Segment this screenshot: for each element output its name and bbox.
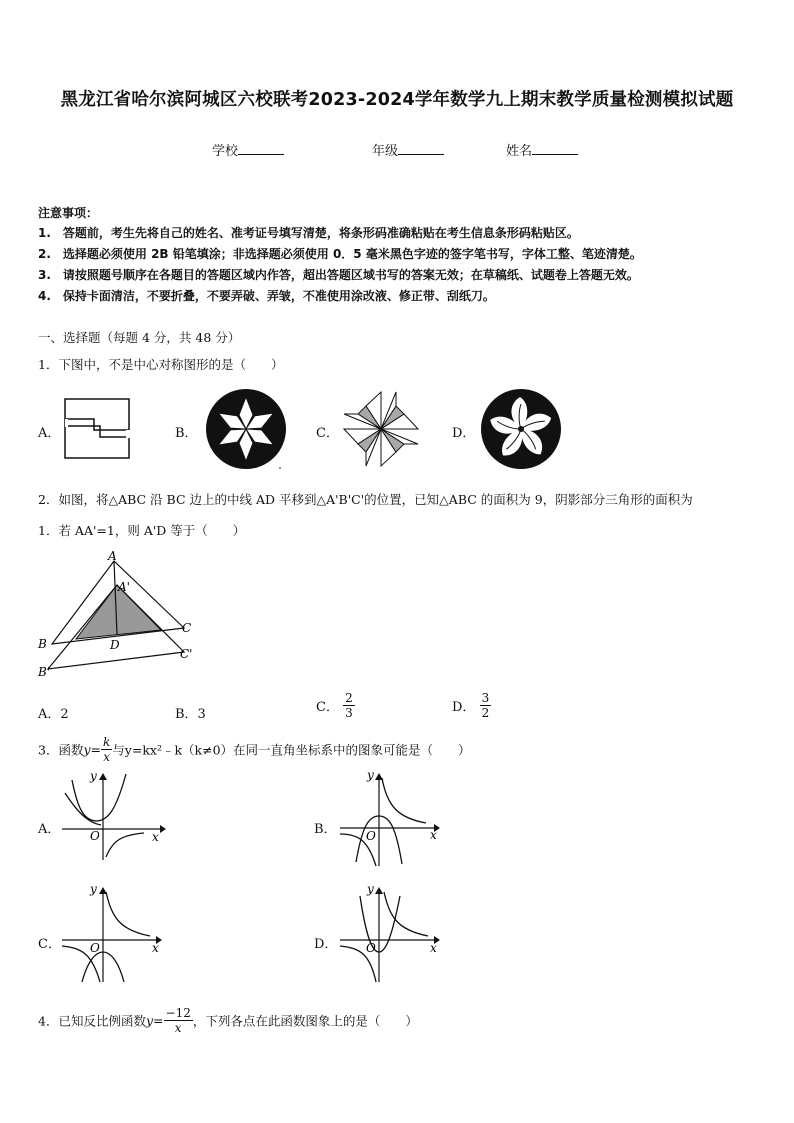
origin-label: O: [366, 829, 376, 843]
label-A: A: [108, 549, 117, 563]
fraction-numerator: 3: [481, 691, 490, 705]
fraction-numerator: k: [103, 735, 111, 749]
q2-option-c-fraction: [343, 691, 355, 720]
q3-option-c-label: C．: [38, 937, 61, 952]
q2-option-c: [316, 691, 355, 720]
q2-triangle-figure: [38, 548, 208, 680]
x-axis-label: x: [430, 941, 437, 955]
notice-item-4: 4. 保持卡面清洁，不要折叠，不要弄破、弄皱，不准使用涂改液、修正带、刮纸刀。: [38, 289, 495, 303]
q3-func1-eq: =: [90, 742, 101, 757]
q4-fraction: [164, 1006, 193, 1035]
fraction-denominator: x: [174, 1021, 182, 1035]
y-axis-label: y: [367, 882, 374, 896]
q1-figure-d: [480, 388, 562, 470]
q2-option-d-fraction: [480, 691, 492, 720]
q3-func1-fraction: [101, 735, 112, 764]
q1-option-d-label: D．: [452, 426, 476, 441]
q3-option-b-label: B．: [314, 822, 337, 837]
q2-option-d: [452, 691, 491, 720]
y-axis-label: y: [367, 768, 374, 782]
q4-suffix: ，下列各点在此函数图象上的是（ ）: [192, 1013, 418, 1029]
fraction-numerator: 2: [345, 691, 353, 705]
grade-label: 年级: [372, 144, 399, 159]
label-B-prime: B': [38, 665, 51, 679]
q3-mid: 与: [112, 742, 125, 758]
q4-y: y: [145, 1013, 154, 1028]
question-4-stem: [38, 1006, 418, 1035]
origin-label: O: [366, 941, 376, 955]
origin-label: O: [90, 941, 100, 955]
school-blank: [238, 142, 284, 155]
y-axis-label: y: [90, 769, 97, 783]
notice-item-1: 1. 答题前，考生先将自己的姓名、准考证号填写清楚，将条形码准确粘贴在考生信息条形码粘贴区。: [38, 226, 579, 240]
q1-figure-c: [342, 390, 420, 468]
name-field: [506, 140, 578, 159]
q3-prefix: 3．函数: [38, 742, 84, 758]
q3-option-d-label: D．: [314, 937, 338, 952]
q3-func2: y=kx²﹣k（k≠0）: [124, 742, 234, 758]
y-axis-label: y: [90, 882, 97, 896]
page-title: 黑龙江省哈尔滨阿城区六校联考2023-2024学年数学九上期末教学质量检测模拟试题: [60, 90, 734, 110]
grade-blank: [398, 142, 444, 155]
x-axis-label: x: [430, 828, 437, 842]
label-A-prime: A': [118, 580, 130, 594]
fraction-denominator: 2: [481, 706, 490, 720]
question-2-line-1: 2．如图，将△ABC 沿 BC 边上的中线 AD 平移到△A'B'C'的位置，已知△ABC 的面积为 9，阴影部分三角形的面积为: [38, 492, 693, 507]
q4-prefix: 4．已知反比例函数: [38, 1013, 146, 1029]
section-heading: 一、选择题（每题 4 分，共 48 分）: [38, 330, 241, 345]
origin-label: O: [90, 829, 100, 843]
q2-option-b: B．3: [175, 707, 206, 722]
q1-option-a-label: A．: [38, 426, 61, 441]
fraction-numerator: −12: [165, 1006, 191, 1020]
q3-func1-y: y: [83, 742, 91, 757]
q3-graph-b: [338, 768, 448, 870]
q2-option-c-label: C．: [316, 700, 339, 715]
label-C-prime: C': [180, 647, 193, 661]
q1-figure-b: [205, 388, 287, 470]
notice-heading: 注意事项：: [38, 206, 99, 220]
school-label: 学校: [212, 144, 239, 159]
name-blank: [532, 142, 578, 155]
q3-graph-d: [338, 882, 448, 984]
x-axis-label: x: [152, 830, 159, 844]
question-1-stem: 1．下图中，不是中心对称图形的是（ ）: [38, 357, 284, 372]
question-2-line-2: 1．若 AA'=1，则 A'D 等于（ ）: [38, 523, 246, 538]
q3-graph-a: [60, 770, 170, 862]
q3-option-a-label: A．: [38, 822, 61, 837]
fraction-denominator: x: [103, 750, 111, 764]
q1-figure-a: [64, 398, 130, 460]
q4-eq: =: [153, 1013, 164, 1028]
label-D: D: [110, 638, 120, 652]
q2-option-d-label: D．: [452, 700, 476, 715]
q3-suffix: 在同一直角坐标系中的图象可能是（ ）: [233, 742, 471, 758]
question-3-stem: [38, 735, 471, 764]
fraction-denominator: 3: [345, 706, 353, 720]
grade-field: [372, 140, 444, 159]
notice-item-2: 2. 选择题必须使用 2B 铅笔填涂；非选择题必须使用 0．5 毫米黑色字迹的签字笔书写，字体工整、笔迹清楚。: [38, 247, 642, 261]
name-label: 姓名: [506, 144, 533, 159]
q3-graph-c: [60, 882, 170, 984]
label-C: C: [182, 621, 192, 635]
x-axis-label: x: [152, 941, 159, 955]
label-B: B: [38, 637, 47, 651]
notice-item-3: 3. 请按照题号顺序在各题目的答题区域内作答，超出答题区域书写的答案无效；在草稿纸、试题卷上答题无效。: [38, 268, 639, 282]
q1-option-c-label: C．: [316, 426, 339, 441]
school-field: [212, 140, 284, 159]
q2-option-a: A．2: [38, 707, 69, 722]
q1-option-b-label: B．: [175, 426, 198, 441]
